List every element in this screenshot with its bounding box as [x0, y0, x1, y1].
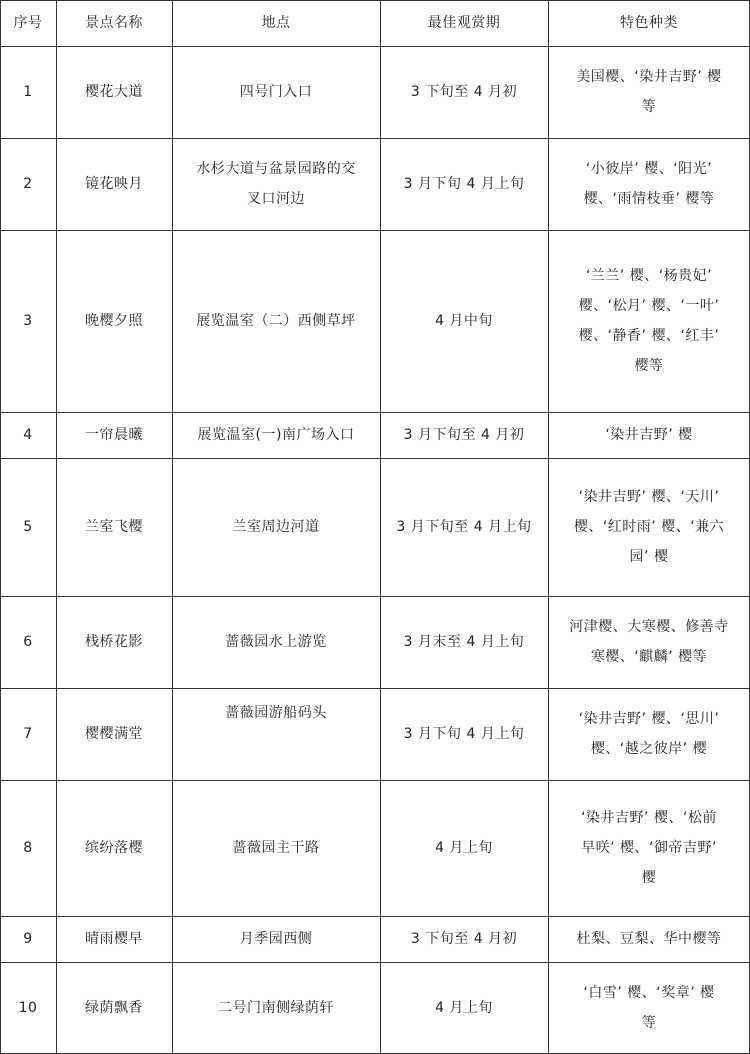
cell-best-period: 3 下旬至 4 月初 [410, 931, 518, 947]
cell-location: 兰室周边河道 [232, 519, 320, 535]
cell-varieties: ‘染井吉野’ 樱 [605, 427, 693, 443]
cell-varieties: ‘白雪’ 樱、‘奖章’ 樱 等 [583, 985, 715, 1031]
cell-location: 蔷薇园主干路 [232, 840, 320, 856]
cell-number: 6 [23, 634, 33, 650]
cell-location: 四号门入口 [239, 84, 313, 100]
cell-location: 蔷薇园游船码头 [225, 705, 327, 721]
cell-number: 2 [23, 176, 33, 192]
cell-site-name: 兰室飞樱 [85, 519, 143, 535]
cell-varieties: 杜梨、豆梨、华中樱等 [576, 931, 722, 947]
cell-site-name: 一帘晨曦 [85, 427, 143, 443]
cell-varieties: 河津樱、大寒樱、修善寺 寒樱、‘麒麟’ 樱等 [569, 619, 729, 665]
cell-location: 蔷薇园水上游览 [225, 634, 327, 650]
cell-site-name: 绿荫飘香 [85, 1000, 143, 1016]
header-best-period: 最佳观赏期 [427, 15, 501, 31]
cell-site-name: 栈桥花影 [85, 634, 143, 650]
cell-location: 二号门南侧绿荫轩 [218, 1000, 334, 1016]
cell-best-period: 3 月下旬 4 月上旬 [403, 176, 525, 192]
cell-best-period: 4 月中旬 [435, 313, 493, 329]
cell-site-name: 樱樱满堂 [85, 726, 143, 742]
header-number: 序号 [13, 15, 43, 31]
cell-site-name: 镜花映月 [85, 176, 143, 192]
cell-location: 月季园西侧 [239, 931, 313, 947]
header-varieties: 特色种类 [620, 15, 678, 31]
cell-number: 9 [23, 931, 33, 947]
cell-site-name: 樱花大道 [85, 84, 143, 100]
cell-varieties: ‘染井吉野’ 樱、‘思川’ 樱、‘越之彼岸’ 樱 [578, 711, 720, 757]
cell-best-period: 3 月末至 4 月上旬 [403, 634, 525, 650]
header-location: 地点 [261, 15, 291, 31]
cell-location: 水杉大道与盆景园路的交 叉口河边 [196, 161, 356, 207]
cell-number: 10 [18, 1000, 38, 1016]
cell-best-period: 3 月下旬至 4 月初 [403, 427, 525, 443]
cell-best-period: 3 月下旬 4 月上旬 [403, 726, 525, 742]
cell-number: 3 [23, 313, 33, 329]
cell-best-period: 3 下旬至 4 月初 [410, 84, 518, 100]
cell-varieties: 美国樱、‘染井吉野’ 樱 等 [576, 69, 722, 115]
cell-number: 7 [23, 726, 33, 742]
cell-location: 展览温室（二）西侧草坪 [196, 313, 356, 329]
cell-varieties: ‘染井吉野’ 樱、‘松前 早咲’ 樱、‘御帝吉野’ 樱 [581, 810, 717, 886]
cell-varieties: ‘染井吉野’ 樱、‘天川’ 樱、‘红时雨’ 樱、‘兼六 园’ 樱 [573, 489, 725, 565]
cell-best-period: 4 月上旬 [435, 840, 493, 856]
header-site-name: 景点名称 [85, 15, 143, 31]
cell-number: 1 [23, 84, 33, 100]
cell-site-name: 缤纷落樱 [85, 840, 143, 856]
cell-best-period: 3 月下旬至 4 月上旬 [396, 519, 532, 535]
cell-varieties: ‘小彼岸’ 樱、‘阳光’ 樱、‘雨情枝垂’ 樱等 [583, 161, 715, 207]
cell-number: 8 [23, 840, 33, 856]
cell-number: 5 [23, 519, 33, 535]
cell-number: 4 [23, 427, 33, 443]
cell-site-name: 晚樱夕照 [85, 313, 143, 329]
cell-best-period: 4 月上旬 [435, 1000, 493, 1016]
cell-site-name: 晴雨樱早 [85, 931, 143, 947]
cell-location: 展览温室(一)南广场入口 [197, 427, 355, 443]
cell-varieties: ‘兰兰’ 樱、‘杨贵妃’ 樱、‘松月’ 樱、‘一叶’ 樱、‘静香’ 樱、‘红丰’ 樱等 [578, 268, 720, 374]
